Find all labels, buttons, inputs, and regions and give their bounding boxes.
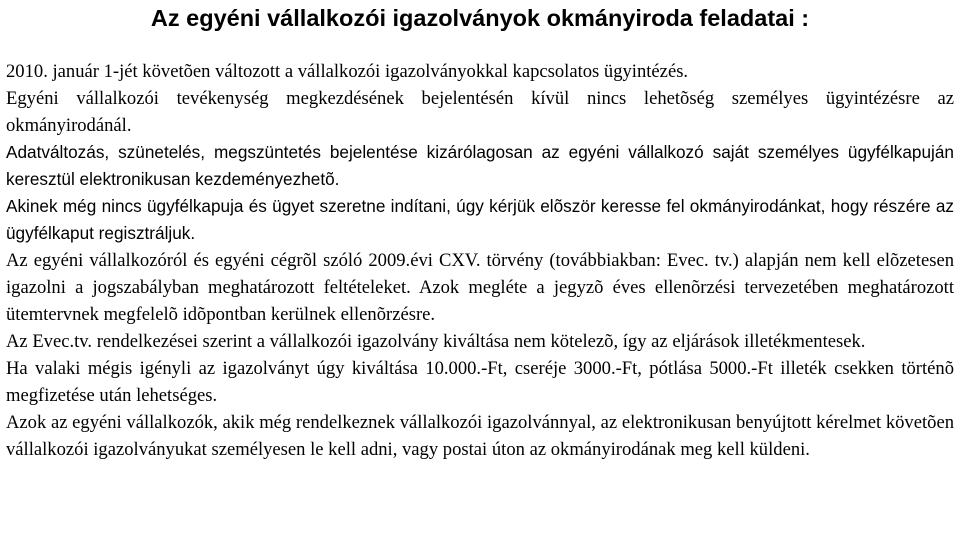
paragraph-5: Az egyéni vállalkozóról és egyéni cégrõl szóló 2009.évi CXV. törvény (továbbiakban: Evec. tv.) alapján nem kell elõzetesen igazolni a jogszabályban meghatározott feltételeket. Azok megléte a jegyzõ éves ellenõrzési tervezetében meghatározott ütemtervnek megfelelõ idõpontban kerülnek ellenõrzésre. xyxy=(6,250,954,325)
paragraph-3: Adatváltozás, szünetelés, megszüntetés bejelentése kizárólagosan az egyéni vállalkozó saját személyes ügyfélkapuján keresztül elektronikusan kezdeményezhetõ. xyxy=(6,142,954,189)
paragraph-6: Az Evec.tv. rendelkezései szerint a vállalkozói igazolvány kiváltása nem kötelezõ, így az eljárások illetékmentesek. xyxy=(6,331,866,352)
document-body xyxy=(6,58,954,463)
paragraph-2: Egyéni vállalkozói tevékenység megkezdésének bejelentésén kívül nincs lehetõség személyes ügyintézésre az okmányirodánál. xyxy=(6,88,954,136)
paragraph-8: Azok az egyéni vállalkozók, akik még rendelkeznek vállalkozói igazolvánnyal, az elektronikusan benyújtott kérelmet követõen vállalkozói igazolványukat személyesen le kell adni, vagy postai úton az okmányirodának meg kell küldeni. xyxy=(6,412,954,460)
paragraph-4: Akinek még nincs ügyfélkapuja és ügyet szeretne indítani, úgy kérjük elõször keresse fel okmányirodánkat, hogy részére az ügyfélkaput regisztráljuk. xyxy=(6,196,954,243)
page-title: Az egyéni vállalkozói igazolványok okmányiroda feladatai : xyxy=(150,5,810,31)
paragraph-1: 2010. január 1-jét követõen változott a vállalkozói igazolványokkal kapcsolatos ügyintézés. xyxy=(6,61,689,82)
paragraph-7: Ha valaki mégis igényli az igazolványt úgy kiváltása 10.000.-Ft, cseréje 3000.-Ft, pótlása 5000.-Ft illeték csekken történõ megfizetése után lehetséges. xyxy=(6,358,954,406)
